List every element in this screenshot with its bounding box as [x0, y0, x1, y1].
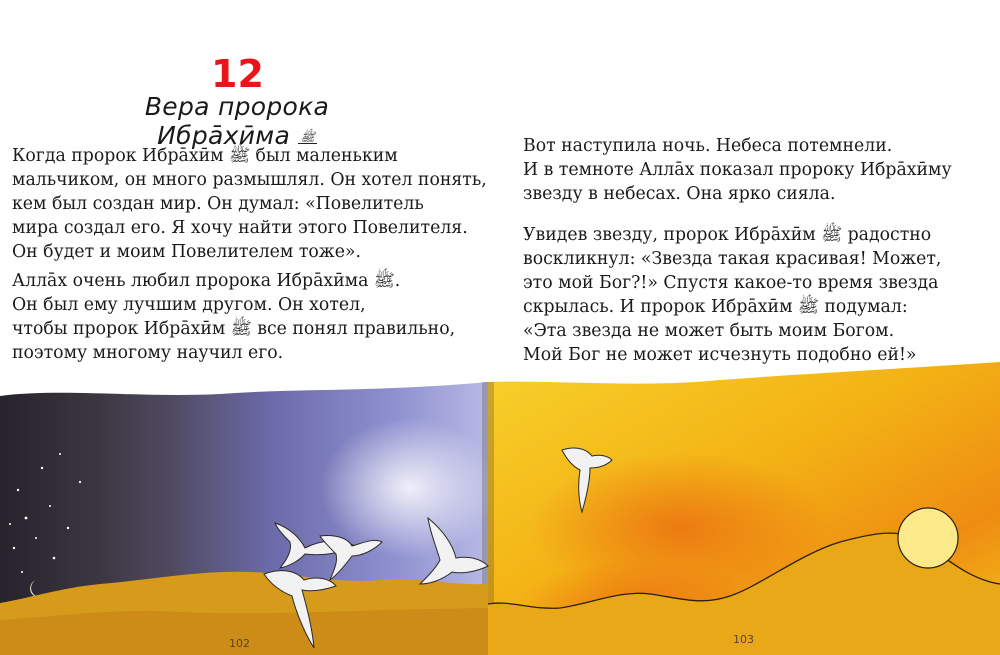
- text-line: чтобы пророк Ибрāхӣм ﷺ все понял правильно,: [12, 319, 456, 339]
- text-line: мальчиком, он много размышлял. Он хотел понять,: [12, 170, 487, 190]
- text-line: Он будет и моим Повелителем тоже».: [12, 242, 361, 262]
- text-line: мира создал его. Я хочу найти этого Повелителя.: [12, 218, 468, 238]
- left-paragraph-1: [12, 144, 487, 264]
- text-line: Он был ему лучшим другом. Он хотел,: [12, 295, 366, 315]
- left-paragraph-2: [12, 269, 455, 365]
- chapter-number: 12: [211, 52, 264, 96]
- chapter-title-text: Вера пророка Ибрāхӣма: [144, 92, 330, 150]
- text-line: Мой Бог не может исчезнуть подобно ей!»: [523, 345, 917, 365]
- text-line: И в темноте Аллāх показал пророку Ибрāхӣму: [523, 160, 952, 180]
- salawat-icon: ﷺ: [300, 129, 315, 144]
- right-paragraph-2: [523, 223, 941, 367]
- right-paragraph-1: [523, 134, 952, 206]
- text-line: скрылась. И пророк Ибрāхӣм ﷺ подумал:: [523, 297, 908, 317]
- sky-glow: [320, 418, 500, 558]
- text-line: «Эта звезда не может быть моим Богом.: [523, 321, 895, 341]
- text-line: Вот наступила ночь. Небеса потемнели.: [523, 136, 893, 156]
- sun-icon: [898, 508, 958, 568]
- desert-illustration: [0, 358, 1000, 655]
- page-number: 102: [229, 637, 250, 650]
- text-line: поэтому многому научил его.: [12, 343, 284, 363]
- text-line: кем был создан мир. Он думал: «Повелитель: [12, 194, 424, 214]
- page-number: 103: [733, 633, 754, 646]
- text-line: Когда пророк Ибрāхӣм ﷺ был маленьким: [12, 146, 398, 166]
- text-line: Увидев звезду, пророк Ибрāхӣм ﷺ радостно: [523, 225, 932, 245]
- chapter-title: [82, 92, 392, 150]
- text-line: это мой Бог?!» Спустя какое-то время звезда: [523, 273, 939, 293]
- text-line: звезду в небесах. Она ярко сияла.: [523, 184, 836, 204]
- text-line: Аллāх очень любил пророка Ибрāхӣма ﷺ.: [12, 271, 401, 291]
- text-line: воскликнул: «Звезда такая красивая! Может,: [523, 249, 942, 269]
